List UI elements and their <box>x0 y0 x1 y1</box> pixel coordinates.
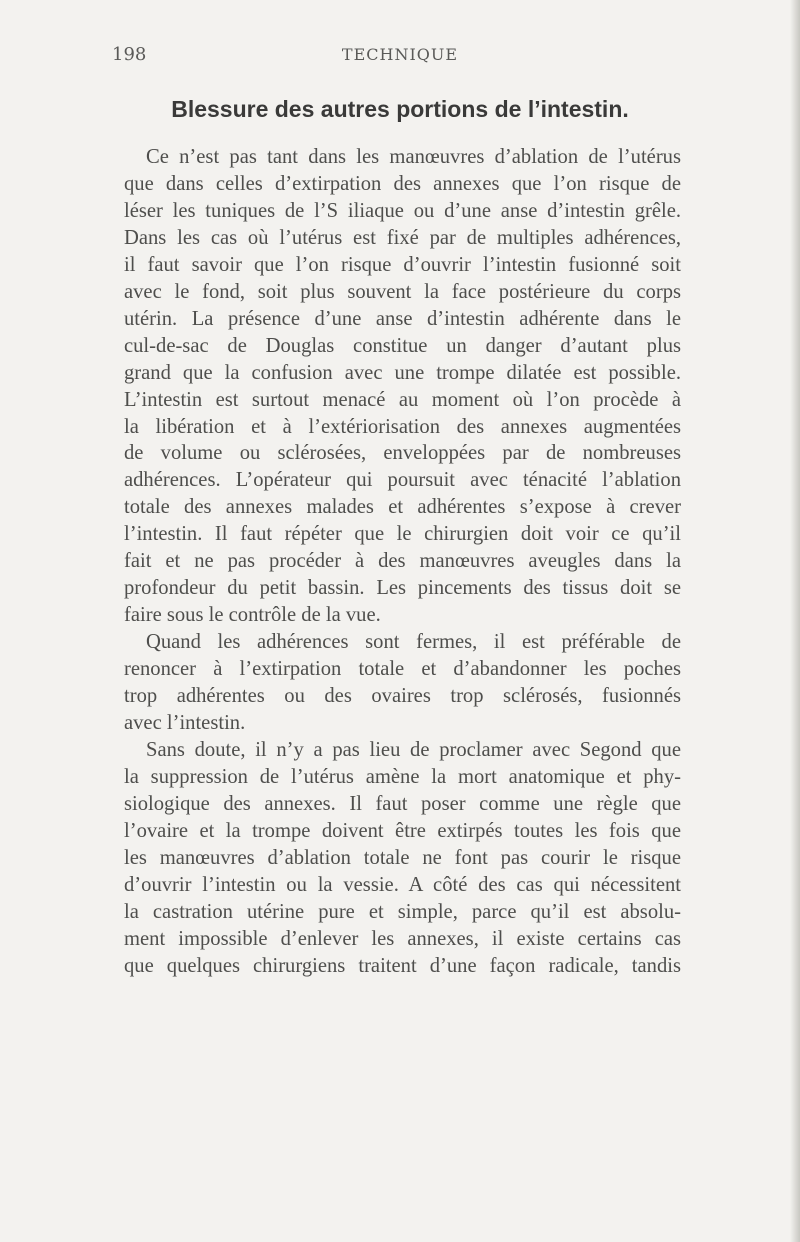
text-line: Dans les cas où l’utérus est fixé par de multiples adhérences, <box>124 226 681 249</box>
page-header <box>0 44 800 68</box>
text-line: la suppression de l’utérus amène la mort anatomique et phy- <box>124 765 681 788</box>
text-line: les manœuvres d’ablation totale ne font pas courir le risque <box>124 846 681 869</box>
section-title: Blessure des autres portions de l’intestin. <box>171 96 629 122</box>
text-line: que quelques chirurgiens traitent d’une façon radicale, tandis <box>124 954 681 977</box>
text-line: fait et ne pas procéder à des manœuvres aveugles dans la <box>124 550 681 573</box>
text-line: Quand les adhérences sont fermes, il est préférable de <box>146 631 681 654</box>
text-line: faire sous le contrôle de la vue. <box>124 604 381 627</box>
text-line: de volume ou sclérosées, enveloppées par de nombreuses <box>124 442 681 465</box>
text-line: cul-de-sac de Douglas constitue un danger d’autant plus <box>124 334 681 357</box>
text-line: profondeur du petit bassin. Les pincements des tissus doit se <box>124 577 681 600</box>
text-line: l’ovaire et la trompe doivent être extirpés toutes les fois que <box>124 819 681 842</box>
text-line: totale des annexes malades et adhérentes s’expose à crever <box>124 496 681 519</box>
text-line: utérin. La présence d’une anse d’intestin adhérente dans le <box>124 307 681 330</box>
page-edge-shadow <box>790 0 800 1242</box>
text-line: il faut savoir que l’on risque d’ouvrir l’intestin fusionné soit <box>124 253 681 276</box>
paragraph <box>124 144 681 629</box>
text-line: l’intestin. Il faut répéter que le chirurgien doit voir ce qu’il <box>124 523 681 546</box>
text-line: adhérences. L’opérateur qui poursuit avec ténacité l’ablation <box>124 469 681 492</box>
text-line: que dans celles d’extirpation des annexes que l’on risque de <box>124 172 681 195</box>
text-line: Ce n’est pas tant dans les manœuvres d’ablation de l’utérus <box>146 146 681 168</box>
body-text <box>124 144 681 980</box>
text-line: la libération et à l’extériorisation des annexes augmentées <box>124 415 681 438</box>
text-line: léser les tuniques de l’S iliaque ou d’une anse d’intestin grêle. <box>124 199 681 222</box>
text-line: avec l’intestin. <box>124 712 246 735</box>
text-line: siologique des annexes. Il faut poser comme une règle que <box>124 792 681 815</box>
text-line: trop adhérentes ou des ovaires trop sclérosés, fusionnés <box>124 685 681 708</box>
page-number: 198 <box>112 44 147 65</box>
text-line: renoncer à l’extirpation totale et d’abandonner les poches <box>124 658 681 681</box>
running-head: TECHNIQUE <box>341 45 459 64</box>
text-line: L’intestin est surtout menacé au moment où l’on procède à <box>124 388 681 411</box>
text-line: grand que la confusion avec une trompe dilatée est possible. <box>124 361 681 384</box>
text-line: Sans doute, il n’y a pas lieu de proclamer avec Segond que <box>146 738 681 761</box>
text-line: d’ouvrir l’intestin ou la vessie. A côté des cas qui nécessitent <box>124 873 681 896</box>
text-line: avec le fond, soit plus souvent la face postérieure du corps <box>124 280 681 303</box>
paragraph <box>124 737 681 980</box>
text-line: la castration utérine pure et simple, parce qu’il est absolu- <box>124 900 681 923</box>
text-line: ment impossible d’enlever les annexes, il existe certains cas <box>124 927 681 950</box>
paragraph <box>124 629 681 737</box>
